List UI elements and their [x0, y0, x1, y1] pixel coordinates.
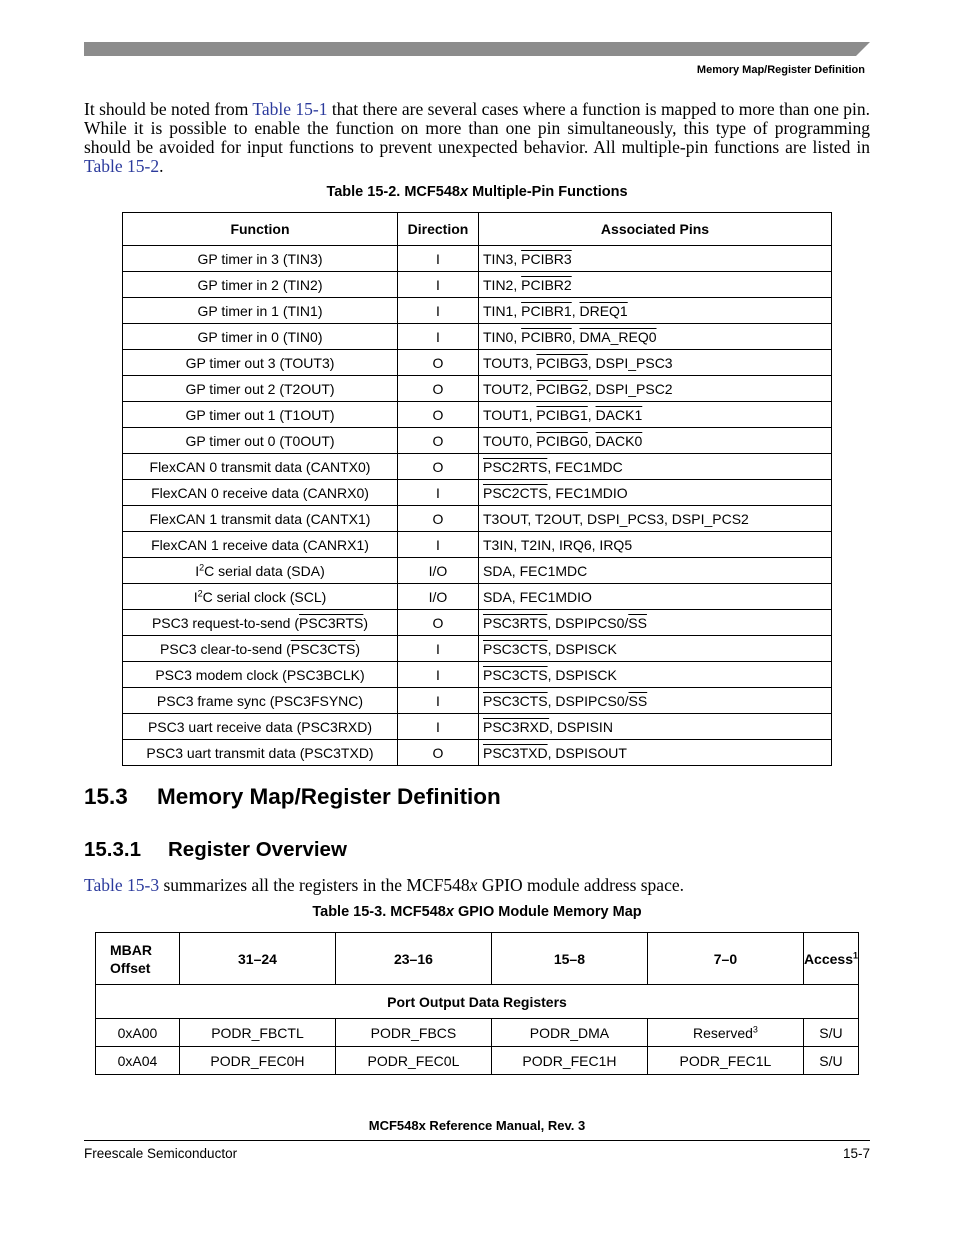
- table-row: [123, 558, 832, 584]
- direction-cell: O: [398, 740, 479, 766]
- column-header-bits-15-8: 15–8: [491, 933, 647, 985]
- direction-cell: O: [398, 428, 479, 454]
- intro-text: It should be noted from: [84, 99, 253, 119]
- associated-pins-cell: PSC3TXD, DSPISOUT: [479, 740, 832, 766]
- direction-cell: O: [398, 610, 479, 636]
- function-cell: PSC3 uart receive data (PSC3RXD): [123, 714, 398, 740]
- table-row: [123, 454, 832, 480]
- associated-pins-cell: PSC2RTS, FEC1MDC: [479, 454, 832, 480]
- table-row: [123, 714, 832, 740]
- associated-pins-cell: TOUT0, PCIBG0, DACK0: [479, 428, 832, 454]
- function-cell: PSC3 frame sync (PSC3FSYNC): [123, 688, 398, 714]
- table-15-2-link[interactable]: Table 15-2: [84, 156, 160, 176]
- caption-italic: x: [459, 184, 469, 200]
- function-cell: GP timer in 1 (TIN1): [123, 298, 398, 324]
- table-row: [96, 1047, 859, 1075]
- function-cell: GP timer out 0 (T0OUT): [123, 428, 398, 454]
- associated-pins-cell: PSC3RTS, $DSPIPCS0/\overline{SS}$: [479, 610, 832, 636]
- direction-cell: I: [398, 298, 479, 324]
- bits-31-24-cell: PODR_FEC0H: [179, 1047, 335, 1075]
- offset-cell: 0xA04: [96, 1047, 180, 1075]
- direction-cell: I: [398, 272, 479, 298]
- bits-15-8-cell: PODR_FEC1H: [491, 1047, 647, 1075]
- bits-7-0-cell: [647, 1019, 803, 1047]
- bits-15-8-cell: PODR_DMA: [491, 1019, 647, 1047]
- associated-pins-cell: T3IN, T2IN, IRQ6, IRQ5: [479, 532, 832, 558]
- associated-pins-cell: T3OUT, T2OUT, DSPI_PCS3, DSPI_PCS2: [479, 506, 832, 532]
- footer-divider: [84, 1140, 870, 1141]
- cell-text: Reserved: [692, 1024, 753, 1041]
- associated-pins-cell: TIN0, PCIBR0, DMA_REQ0: [479, 324, 832, 350]
- table-row: [123, 350, 832, 376]
- associated-pins-cell: TIN3, PCIBR3: [479, 246, 832, 272]
- function-cell: PSC3 request-to-send (PSC3RTS): [123, 610, 398, 636]
- table-15-3-link[interactable]: Table 15-3: [84, 875, 160, 895]
- caption-text: GPIO Module Memory Map: [453, 904, 642, 920]
- table-row: [123, 402, 832, 428]
- direction-cell: I/O: [398, 558, 479, 584]
- associated-pins-cell: PSC2CTS, FEC1MDIO: [479, 480, 832, 506]
- associated-pins-cell: PSC3CTS, $DSPIPCS0/\overline{SS}$: [479, 688, 832, 714]
- associated-pins-cell: PSC3CTS, DSPISCK: [479, 662, 832, 688]
- direction-cell: I/O: [398, 584, 479, 610]
- function-cell: PSC3 clear-to-send (PSC3CTS): [123, 636, 398, 662]
- column-header-function: Function: [123, 213, 398, 246]
- column-header-bits-31-24: 31–24: [179, 933, 335, 985]
- table-row: [96, 1019, 859, 1047]
- table-15-2-caption: [84, 184, 870, 200]
- caption-text: Table 15-2. MCF548: [326, 184, 460, 200]
- direction-cell: O: [398, 376, 479, 402]
- table-header-row: [123, 213, 832, 246]
- bits-7-0-cell: PODR_FEC1L: [647, 1047, 803, 1075]
- access-cell: S/U: [803, 1019, 858, 1047]
- table-row: [123, 532, 832, 558]
- overview-text: summarizes all the registers in the MCF548: [159, 875, 470, 895]
- footer-company: Freescale Semiconductor: [84, 1146, 238, 1161]
- table-row: [123, 298, 832, 324]
- associated-pins-cell: SDA, FEC1MDC: [479, 558, 832, 584]
- column-header-access: [803, 933, 858, 985]
- direction-cell: O: [398, 402, 479, 428]
- table-15-1-link[interactable]: Table 15-1: [252, 99, 328, 119]
- table-row: [123, 584, 832, 610]
- function-cell: $I^2C$ serial data (SDA): [123, 558, 398, 584]
- function-cell: FlexCAN 1 transmit data (CANTX1): [123, 506, 398, 532]
- map-table-body: [96, 985, 859, 1075]
- function-cell: FlexCAN 1 receive data (CANRX1): [123, 532, 398, 558]
- table-row: [123, 688, 832, 714]
- direction-cell: I: [398, 480, 479, 506]
- function-cell: GP timer in 0 (TIN0): [123, 324, 398, 350]
- footnote-ref: 3: [752, 1023, 758, 1034]
- table-row: [123, 506, 832, 532]
- group-row: [96, 985, 859, 1019]
- table-row: [123, 636, 832, 662]
- intro-paragraph: [84, 100, 870, 176]
- offset-cell: 0xA00: [96, 1019, 180, 1047]
- function-cell: GP timer out 2 (T2OUT): [123, 376, 398, 402]
- direction-cell: I: [398, 662, 479, 688]
- bits-23-16-cell: PODR_FEC0L: [335, 1047, 491, 1075]
- table-row: [123, 662, 832, 688]
- access-cell: S/U: [803, 1047, 858, 1075]
- associated-pins-cell: TOUT3, PCIBG3, DSPI_PSC3: [479, 350, 832, 376]
- associated-pins-cell: PSC3CTS, DSPISCK: [479, 636, 832, 662]
- associated-pins-cell: TOUT2, PCIBG2, DSPI_PSC2: [479, 376, 832, 402]
- associated-pins-cell: PSC3RXD, DSPISIN: [479, 714, 832, 740]
- table-row: [123, 376, 832, 402]
- intro-text: that there are several cases where a function is mapped to more than one pin. While it is possible to enable the function on more than one pin simultaneously, this type of programming should be avoided for input functions to prevent unexpected behavior. All multiple-pin functions are listed in: [84, 99, 870, 157]
- column-header-associated-pins: Associated Pins: [479, 213, 832, 246]
- group-label: Port Output Data Registers: [96, 985, 859, 1019]
- direction-cell: I: [398, 688, 479, 714]
- multiple-pin-functions-table: [122, 212, 832, 766]
- direction-cell: I: [398, 636, 479, 662]
- running-header: Memory Map/Register Definition: [696, 64, 865, 76]
- section-heading: [84, 784, 501, 810]
- table-header-row: [96, 933, 859, 985]
- table-row: [123, 246, 832, 272]
- bits-31-24-cell: PODR_FBCTL: [179, 1019, 335, 1047]
- associated-pins-cell: TIN2, PCIBR2: [479, 272, 832, 298]
- section-title: Memory Map/Register Definition: [157, 784, 501, 809]
- header-text: Access: [803, 950, 853, 967]
- footnote-ref: 1: [852, 949, 858, 960]
- function-cell: GP timer out 3 (TOUT3): [123, 350, 398, 376]
- subsection-heading: [84, 838, 347, 862]
- function-cell: PSC3 modem clock (PSC3BCLK): [123, 662, 398, 688]
- gpio-memory-map-table: [95, 932, 859, 1075]
- table-row: [123, 272, 832, 298]
- direction-cell: O: [398, 454, 479, 480]
- function-cell: FlexCAN 0 receive data (CANRX0): [123, 480, 398, 506]
- table-row: [123, 740, 832, 766]
- header-text: MBAR: [110, 941, 152, 958]
- subsection-number: 15.3.1: [84, 838, 141, 861]
- table-15-3-caption: [84, 904, 870, 920]
- direction-cell: I: [398, 246, 479, 272]
- page-number: 15-7: [842, 1146, 870, 1161]
- overview-text: GPIO module address space.: [477, 875, 684, 895]
- subsection-title: Register Overview: [168, 838, 347, 861]
- caption-text: Multiple-Pin Functions: [468, 184, 628, 200]
- table-row: [123, 324, 832, 350]
- table-row: [123, 480, 832, 506]
- associated-pins-cell: SDA, FEC1MDIO: [479, 584, 832, 610]
- column-header-bits-23-16: 23–16: [335, 933, 491, 985]
- function-cell: GP timer in 2 (TIN2): [123, 272, 398, 298]
- overview-paragraph: [84, 875, 684, 896]
- table-row: [123, 428, 832, 454]
- direction-cell: O: [398, 350, 479, 376]
- pin-table-body: [123, 246, 832, 766]
- caption-text: Table 15-3. MCF548: [312, 904, 446, 920]
- function-cell: PSC3 uart transmit data (PSC3TXD): [123, 740, 398, 766]
- direction-cell: I: [398, 714, 479, 740]
- overview-italic: x: [469, 875, 478, 895]
- table-row: [123, 610, 832, 636]
- direction-cell: I: [398, 324, 479, 350]
- function-cell: $I^2C$ serial clock (SCL): [123, 584, 398, 610]
- associated-pins-cell: TIN1, PCIBR1, DREQ1: [479, 298, 832, 324]
- direction-cell: O: [398, 506, 479, 532]
- direction-cell: I: [398, 532, 479, 558]
- function-cell: FlexCAN 0 transmit data (CANTX0): [123, 454, 398, 480]
- bits-23-16-cell: PODR_FBCS: [335, 1019, 491, 1047]
- header-text: Offset: [110, 959, 151, 976]
- column-header-bits-7-0: 7–0: [647, 933, 803, 985]
- header-decorative-bar: [84, 42, 870, 56]
- column-header-mbar-offset: [96, 933, 180, 985]
- intro-text: .: [159, 156, 164, 176]
- caption-italic: x: [445, 904, 454, 920]
- section-number: 15.3: [84, 784, 128, 809]
- footer-manual-title: MCF548x Reference Manual, Rev. 3: [368, 1118, 586, 1133]
- function-cell: GP timer out 1 (T1OUT): [123, 402, 398, 428]
- function-cell: GP timer in 3 (TIN3): [123, 246, 398, 272]
- column-header-direction: Direction: [398, 213, 479, 246]
- associated-pins-cell: TOUT1, PCIBG1, DACK1: [479, 402, 832, 428]
